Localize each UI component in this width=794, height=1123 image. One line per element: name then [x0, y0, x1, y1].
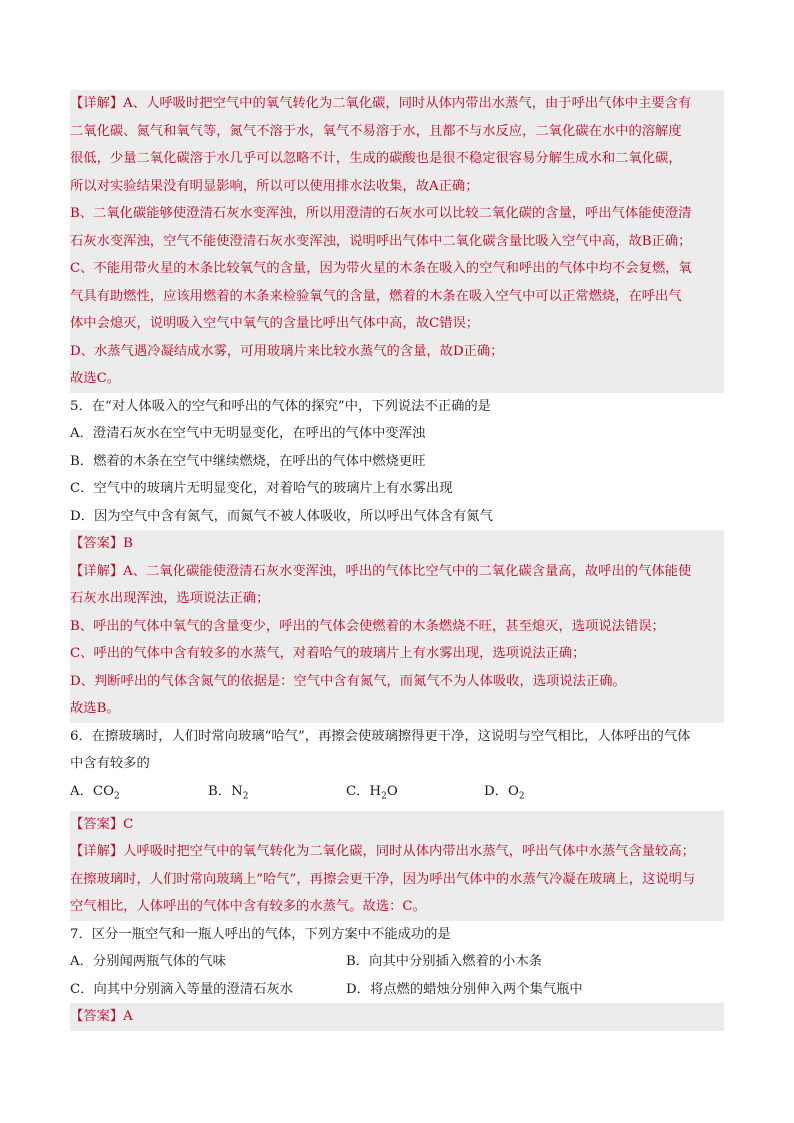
- q7-options-row2: [70, 976, 724, 1004]
- explain-line: B、二氧化碳能够使澄清石灰水变浑浊，所以用澄清的石灰水可以比较二氧化碳的含量，呼出气体能使澄清: [70, 206, 692, 221]
- q6-stem-line1: 6．在擦玻璃时，人们时常向玻璃“哈气”，再擦会使玻璃擦得更干净，这说明与空气相比，人体呼出的气体: [70, 728, 691, 744]
- explain-line: 气具有助燃性，应该用燃着的木条来检验氧气的含量，燃着的木条在吸入空气中可以正常燃烧，在呼出气: [70, 288, 682, 304]
- explain-line: 空气相比，人体呼出的气体中含有较多的水蒸气。故选：C。: [70, 899, 426, 915]
- q6-stem-line2: 中含有较多的: [70, 756, 150, 771]
- q5-option-d: D．因为空气中含有氮气，而氮气不被人体吸收，所以呼出气体含有氮气: [70, 508, 493, 524]
- q5-answer-block: [70, 530, 724, 723]
- explain-line: D、判断呼出的气体含氮气的依据是：空气中含有氮气，而氮气不为人体吸收，选项说法正确。: [70, 673, 626, 689]
- q6-option-b: B．$N_2$: [208, 783, 249, 802]
- q5-option-c: C．空气中的玻璃片无明显变化，对着哈气的玻璃片上有水雾出现: [70, 481, 453, 496]
- document-page: [70, 90, 724, 1031]
- explain-line: B、呼出的气体中氧气的含量变少，呼出的气体会使燃着的木条燃烧不旺，甚至熄灭，选项说法错误；: [70, 618, 665, 634]
- explain-line: 【详解】A、二氧化碳能使澄清石灰水变浑浊，呼出的气体比空气中的二氧化碳含量高，故呼出的气体能使: [70, 563, 692, 579]
- q7-answer-block: [70, 1003, 724, 1031]
- q7-option-d: D．将点燃的蜡烛分别伸入两个集气瓶中: [346, 981, 583, 997]
- explain-line: C、不能用带火星的木条比较氧气的含量，因为带火星的木条在吸入的空气和呼出的气体中均不会复燃，氧: [70, 261, 692, 276]
- q6-answer: 【答案】C: [70, 816, 134, 832]
- explain-line: 故选C。: [70, 371, 121, 386]
- q5-stem: 5．在“对人体吸入的空气和呼出的气体的探究”中，下列说法不正确的是: [70, 398, 491, 414]
- q7-answer: 【答案】A: [70, 1009, 133, 1025]
- q5-option-b: B．燃着的木条在空气中继续燃烧，在呼出的气体中燃烧更旺: [70, 453, 426, 469]
- explain-line: 故选B。: [70, 701, 120, 716]
- explain-line: 石灰水变浑浊，空气不能使澄清石灰水变浑浊，说明呼出气体中二氧化碳含量比吸入空气中高，故B正确；: [70, 233, 692, 249]
- q5-answer: 【答案】B: [70, 536, 133, 551]
- explain-line: D、水蒸气遇冷凝结成水雾，可用玻璃片来比较水蒸气的含量，故D正确；: [70, 343, 504, 359]
- q4-explanation: [70, 90, 724, 393]
- q6-answer-block: [70, 811, 724, 921]
- explain-line: 体中会熄灭，说明吸入空气中氧气的含量比呼出气体中高，故C错误；: [70, 316, 480, 331]
- q7-option-c: C．向其中分别滴入等量的澄清石灰水: [70, 981, 293, 997]
- q6-option-d: D．$O_2$: [484, 783, 525, 802]
- q6-option-a: A．$CO_2$: [70, 783, 120, 802]
- q7-options-row1: [70, 948, 724, 976]
- q7-option-a: A．分别闻两瓶气体的气味: [70, 954, 226, 970]
- q7-option-b: B．向其中分别插入燃着的小木条: [346, 954, 542, 970]
- q6-option-c: C．$H_2O$: [346, 783, 398, 802]
- explain-line: 【详解】A、人呼吸时把空气中的氧气转化为二氧化碳，同时从体内带出水蒸气，由于呼出气体中主要含有: [70, 96, 692, 111]
- explain-line: 很低，少量二氧化碳溶于水几乎可以忽略不计，生成的碳酸也是很不稳定很容易分解生成水和二氧化碳，: [70, 151, 682, 166]
- q5-option-a: A．澄清石灰水在空气中无明显变化，在呼出的气体中变浑浊: [70, 426, 426, 441]
- q7-stem: 7．区分一瓶空气和一瓶人呼出的气体，下列方案中不能成功的是: [70, 926, 451, 942]
- explain-line: 【详解】人呼吸时把空气中的氧气转化为二氧化碳，同时从体内带出水蒸气，呼出气体中水蒸气含量较高；: [70, 844, 695, 860]
- explain-line: 在擦玻璃时，人们时常向玻璃上“哈气”，再擦会更干净，因为呼出气体中的水蒸气冷凝在玻璃上，这说明与: [70, 871, 696, 887]
- explain-line: 二氧化碳、氮气和氧气等，氮气不溶于水，氧气不易溶于水，且都不与水反应，二氧化碳在水中的溶解度: [70, 123, 682, 139]
- explain-line: C、呼出的气体中含有较多的水蒸气，对着哈气的玻璃片上有水雾出现，选项说法正确；: [70, 646, 586, 661]
- explain-line: 所以对实验结果没有明显影响，所以可以使用排水法收集，故A正确；: [70, 178, 479, 194]
- q6-options: [70, 778, 724, 811]
- explain-line: 石灰水出现浑浊，选项说法正确；: [70, 591, 270, 606]
